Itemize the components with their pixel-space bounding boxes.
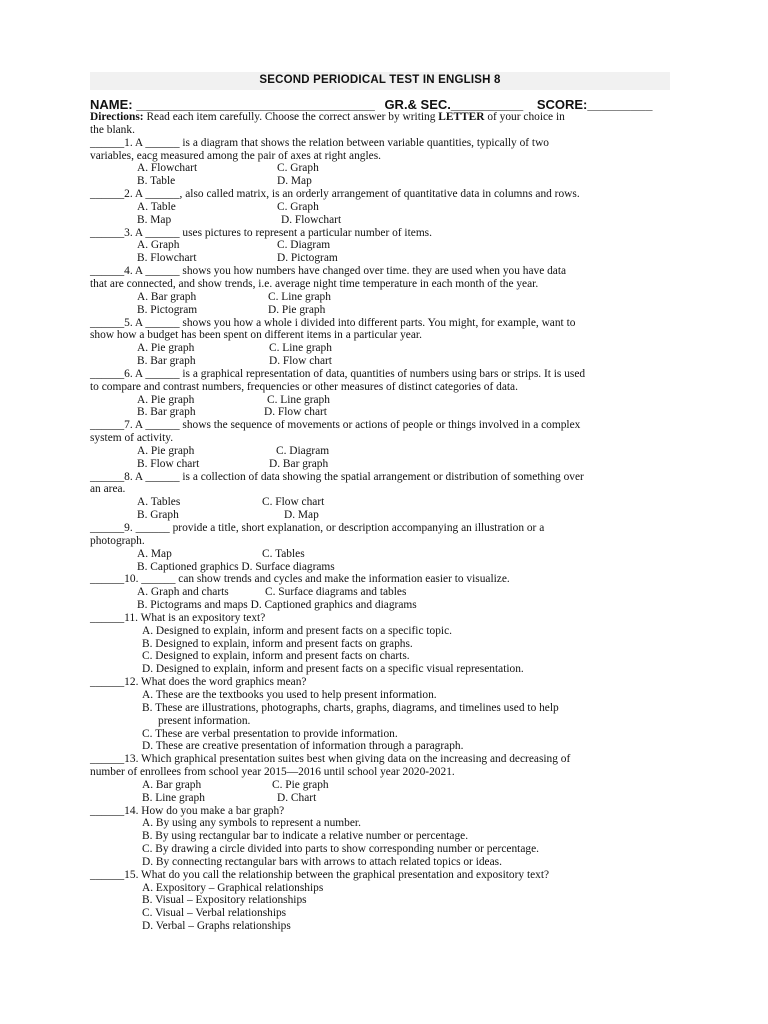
q12-option-d: D. These are creative presentation of information through a paragraph. bbox=[142, 740, 464, 753]
question-12: ______12. What does the word graphics mean? bbox=[90, 676, 307, 689]
q1-options-row2: B. Table D. Map bbox=[137, 175, 312, 188]
score-field: SCORE:_________ bbox=[536, 97, 653, 112]
question-5-cont: show how a budget has been spent on different items in a particular year. bbox=[90, 329, 422, 342]
question-4-cont: that are connected, and show trends, i.e. average night time temperature in each month of the year. bbox=[90, 277, 539, 290]
q4-options-row1: A. Bar graph C. Line graph bbox=[137, 290, 331, 303]
question-1-cont: variables, eacg measured among the pair of axes at right angles. bbox=[90, 149, 381, 162]
q5-options-row2: B. Bar graph D. Flow chart bbox=[137, 355, 332, 368]
question-6-cont: to compare and contrast numbers, frequencies or other measures of distinct categories of data. bbox=[90, 380, 518, 393]
q14-option-c: C. By drawing a circle divided into parts to show corresponding number or percentage. bbox=[142, 843, 539, 856]
q8-options-row1: A. Tables C. Flow chart bbox=[137, 496, 325, 509]
q11-option-c: C. Designed to explain, inform and present facts on charts. bbox=[142, 650, 410, 663]
question-1: ______1. A ______ is a diagram that shows the relation between variable quantities, typically of two bbox=[90, 136, 550, 149]
q9-options-row1: A. Map C. Tables bbox=[137, 547, 305, 560]
q13-options-row1: A. Bar graph C. Pie graph bbox=[142, 778, 329, 791]
question-15: ______15. What do you call the relationship between the graphical presentation and expository text? bbox=[90, 868, 550, 881]
q12-option-a: A. These are the textbooks you used to help present information. bbox=[142, 688, 437, 701]
q11-option-d: D. Designed to explain, inform and present facts on a specific visual representation. bbox=[142, 663, 524, 676]
test-body bbox=[90, 111, 675, 933]
q5-options-row1: A. Pie graph C. Line graph bbox=[137, 342, 332, 355]
q3-options-row1: A. Graph C. Diagram bbox=[137, 239, 331, 252]
q14-option-b: B. By using rectangular bar to indicate a relative number or percentage. bbox=[142, 830, 469, 843]
q3-options-row2: B. Flowchart D. Pictogram bbox=[137, 252, 338, 265]
question-8: ______8. A ______ is a collection of data showing the spatial arrangement or distribution of something over bbox=[90, 470, 584, 483]
q12-option-b: B. These are illustrations, photographs, charts, graphs, diagrams, and timelines used to help bbox=[142, 701, 559, 714]
q7-options-row2: B. Flow chart D. Bar graph bbox=[137, 457, 329, 470]
q14-option-d: D. By connecting rectangular bars with arrows to attach related topics or ideas. bbox=[142, 855, 502, 868]
question-8-cont: an area. bbox=[90, 483, 126, 496]
q6-options-row1: A. Pie graph C. Line graph bbox=[137, 393, 330, 406]
q14-option-a: A. By using any symbols to represent a number. bbox=[142, 817, 361, 830]
question-6: ______6. A ______ is a graphical representation of data, quantities of numbers using bars or strips. It is used bbox=[90, 367, 586, 380]
q11-option-a: A. Designed to explain, inform and present facts on a specific topic. bbox=[142, 624, 452, 637]
question-3: ______3. A ______ uses pictures to represent a particular number of items. bbox=[90, 226, 432, 239]
question-4: ______4. A ______ shows you how numbers have changed over time. they are used when you have data bbox=[90, 265, 567, 278]
q15-option-a: A. Expository – Graphical relationships bbox=[142, 881, 324, 894]
q8-options-row2: B. Graph D. Map bbox=[137, 509, 319, 522]
q2-options-row2: B. Map D. Flowchart bbox=[137, 213, 342, 226]
question-9-cont: photograph. bbox=[90, 534, 145, 547]
q13-options-row2: B. Line graph D. Chart bbox=[142, 791, 317, 804]
q15-option-b: B. Visual – Expository relationships bbox=[142, 894, 307, 907]
q6-options-row2: B. Bar graph D. Flow chart bbox=[137, 406, 327, 419]
q7-options-row1: A. Pie graph C. Diagram bbox=[137, 444, 330, 457]
question-2: ______2. A ______, also called matrix, is an orderly arrangement of quantitative data in columns and rows. bbox=[90, 188, 580, 201]
student-info-header bbox=[90, 97, 690, 112]
q15-option-c: C. Visual – Verbal relationships bbox=[142, 907, 287, 920]
question-13: ______13. Which graphical presentation suites best when giving data on the increasing and decreasing of bbox=[90, 753, 571, 766]
q12-option-c: C. These are verbal presentation to provide information. bbox=[142, 727, 398, 740]
q12-option-b-cont: present information. bbox=[158, 714, 251, 727]
question-11: ______11. What is an expository text? bbox=[90, 611, 266, 624]
question-10: ______10. ______ can show trends and cycles and make the information easier to visualize. bbox=[90, 573, 510, 586]
name-field: NAME: _________________________________ bbox=[90, 97, 375, 112]
directions: Directions: Read each item carefully. Choose the correct answer by writing LETTER of your choice in bbox=[90, 111, 565, 123]
page-title: SECOND PERIODICAL TEST IN ENGLISH 8 bbox=[259, 74, 501, 86]
grade-section-field: GR.& SEC.__________ bbox=[384, 97, 524, 112]
question-13-cont: number of enrollees from school year 2015—2016 until school year 2020-2021. bbox=[90, 766, 455, 779]
question-7: ______7. A ______ shows the sequence of movements or actions of people or things involved in a complex bbox=[90, 419, 581, 432]
question-9: ______9. ______ provide a title, short explanation, or description accompanying an illustration or a bbox=[90, 522, 545, 534]
q2-options-row1: A. Table C. Graph bbox=[137, 200, 319, 213]
question-7-cont: system of activity. bbox=[90, 432, 174, 445]
question-14: ______14. How do you make a bar graph? bbox=[90, 804, 285, 817]
q1-options-row1: A. Flowchart C. Graph bbox=[137, 162, 319, 175]
q9-options-row2: B. Captioned graphics D. Surface diagrams bbox=[137, 560, 335, 573]
question-5: ______5. A ______ shows you how a whole i divided into different parts. You might, for example, want to bbox=[90, 316, 576, 329]
q11-option-b: B. Designed to explain, inform and present facts on graphs. bbox=[142, 637, 413, 650]
q10-options-row1: A. Graph and charts C. Surface diagrams and tables bbox=[137, 586, 407, 599]
q15-option-d: D. Verbal – Graphs relationships bbox=[142, 920, 291, 933]
q10-options-row2: B. Pictograms and maps D. Captioned graphics and diagrams bbox=[137, 599, 417, 612]
directions-line2: the blank. bbox=[90, 123, 135, 136]
q4-options-row2: B. Pictogram D. Pie graph bbox=[137, 303, 326, 316]
